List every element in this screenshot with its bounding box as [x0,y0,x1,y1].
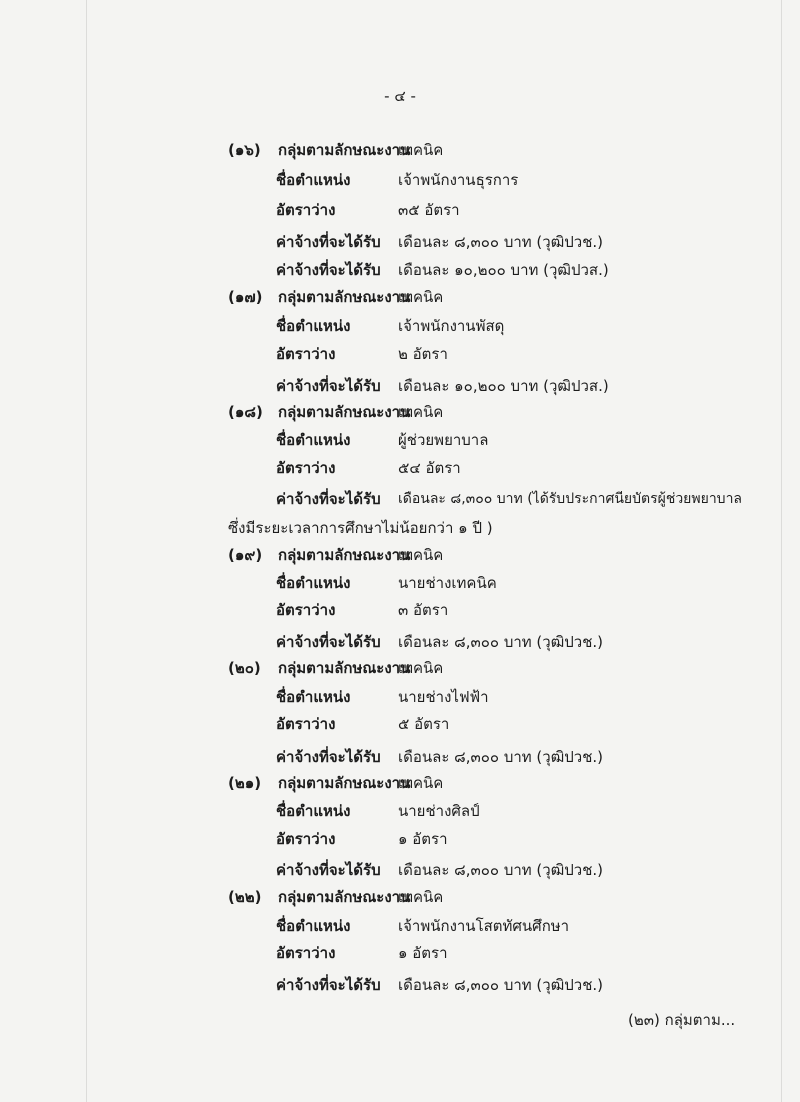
vacancy-value: ๕๔ อัตรา [398,459,461,477]
wage-label: ค่าจ้างที่จะได้รับ [276,633,381,651]
position-value: นายช่างศิลป์ [398,802,480,820]
item-19-wage-row [0,629,800,655]
vacancy-value: ๕ อัตรา [398,715,450,733]
item-number: (๒๐) [228,659,261,677]
wage-continuation: ซึ่งมีระยะเวลาการศึกษาไม่น้อยกว่า ๑ ปี ) [228,519,493,537]
item-20-group-row [0,655,800,681]
vacancy-label: อัตราว่าง [276,715,336,733]
group-value: เทคนิค [398,888,444,906]
position-label: ชื่อตำแหน่ง [276,431,351,449]
position-value: เจ้าพนักงานโสตทัศนศึกษา [398,917,570,935]
item-21-position-row [0,798,800,824]
item-20-position-row [0,684,800,710]
item-22-position-row [0,913,800,939]
vacancy-label: อัตราว่าง [276,830,336,848]
vacancy-value: ๓๕ อัตรา [398,201,460,219]
item-number: (๒๑) [228,774,262,792]
wage-label: ค่าจ้างที่จะได้รับ [276,490,381,508]
position-label: ชื่อตำแหน่ง [276,802,351,820]
item-18-wage-continuation-row [0,515,800,541]
vacancy-label: อัตราว่าง [276,459,336,477]
item-16-group-row [0,137,800,163]
wage-label: ค่าจ้างที่จะได้รับ [276,233,381,251]
item-16-position-row [0,167,800,193]
group-label: กลุ่มตามลักษณะงาน [278,888,411,906]
item-16-wage-row [0,229,800,255]
vacancy-label: อัตราว่าง [276,601,336,619]
vacancy-value: ๑ อัตรา [398,830,448,848]
item-17-wage-row [0,373,800,399]
item-20-wage-row [0,744,800,770]
group-label: กลุ่มตามลักษณะงาน [278,659,411,677]
item-18-wage-row [0,486,800,512]
group-value: เทคนิค [398,659,444,677]
item-20-vacancy-row [0,711,800,737]
wage-value: เดือนละ ๘,๓๐๐ บาท (วุฒิปวช.) [398,861,603,879]
position-value: เจ้าพนักงานธุรการ [398,171,519,189]
position-label: ชื่อตำแหน่ง [276,688,351,706]
group-value: เทคนิค [398,774,444,792]
group-value: เทคนิค [398,141,444,159]
wage-label: ค่าจ้างที่จะได้รับ [276,861,381,879]
item-21-vacancy-row [0,826,800,852]
item-21-group-row [0,770,800,796]
item-16-vacancy-row [0,197,800,223]
group-label: กลุ่มตามลักษณะงาน [278,774,411,792]
vacancy-value: ๒ อัตรา [398,345,448,363]
wage-label: ค่าจ้างที่จะได้รับ [276,261,381,279]
position-label: ชื่อตำแหน่ง [276,574,351,592]
item-19-group-row [0,542,800,568]
wage-label: ค่าจ้างที่จะได้รับ [276,377,381,395]
item-19-vacancy-row [0,597,800,623]
continuation-footer: (๒๓) กลุ่มตาม... [628,1011,736,1029]
wage-value: เดือนละ ๑๐,๒๐๐ บาท (วุฒิปวส.) [398,377,609,395]
vacancy-value: ๓ อัตรา [398,601,449,619]
item-number: (๑๘) [228,403,263,421]
item-16-wage2-row [0,257,800,283]
group-label: กลุ่มตามลักษณะงาน [278,403,411,421]
wage-label: ค่าจ้างที่จะได้รับ [276,748,381,766]
position-label: ชื่อตำแหน่ง [276,317,351,335]
position-label: ชื่อตำแหน่ง [276,171,351,189]
item-17-vacancy-row [0,341,800,367]
item-22-wage-row [0,972,800,998]
wage-value: เดือนละ ๘,๓๐๐ บาท (ได้รับประกาศนียบัตรผู้ช่วยพยาบาล [398,491,743,507]
wage-label: ค่าจ้างที่จะได้รับ [276,976,381,994]
vacancy-value: ๑ อัตรา [398,944,448,962]
item-17-position-row [0,313,800,339]
item-22-vacancy-row [0,940,800,966]
item-17-group-row [0,284,800,310]
group-label: กลุ่มตามลักษณะงาน [278,546,411,564]
position-value: นายช่างไฟฟ้า [398,688,489,706]
group-value: เทคนิค [398,288,444,306]
wage-value: เดือนละ ๘,๓๐๐ บาท (วุฒิปวช.) [398,233,603,251]
position-value: เจ้าพนักงานพัสดุ [398,317,505,335]
item-19-position-row [0,570,800,596]
item-number: (๑๗) [228,288,263,306]
wage-value: เดือนละ ๘,๓๐๐ บาท (วุฒิปวช.) [398,633,603,651]
item-18-group-row [0,399,800,425]
position-label: ชื่อตำแหน่ง [276,917,351,935]
position-value: ผู้ช่วยพยาบาล [398,431,489,449]
item-18-vacancy-row [0,455,800,481]
group-value: เทคนิค [398,403,444,421]
group-value: เทคนิค [398,546,444,564]
group-label: กลุ่มตามลักษณะงาน [278,141,411,159]
item-number: (๑๖) [228,141,261,159]
item-number: (๒๒) [228,888,262,906]
vacancy-label: อัตราว่าง [276,201,336,219]
position-value: นายช่างเทคนิค [398,574,497,592]
group-label: กลุ่มตามลักษณะงาน [278,288,411,306]
wage-value: เดือนละ ๑๐,๒๐๐ บาท (วุฒิปวส.) [398,261,609,279]
vacancy-label: อัตราว่าง [276,345,336,363]
item-21-wage-row [0,857,800,883]
vacancy-label: อัตราว่าง [276,944,336,962]
wage-value: เดือนละ ๘,๓๐๐ บาท (วุฒิปวช.) [398,976,603,994]
page-number: - ๔ - [384,87,416,105]
item-22-group-row [0,884,800,910]
item-18-position-row [0,427,800,453]
item-number: (๑๙) [228,546,263,564]
wage-value: เดือนละ ๘,๓๐๐ บาท (วุฒิปวช.) [398,748,603,766]
